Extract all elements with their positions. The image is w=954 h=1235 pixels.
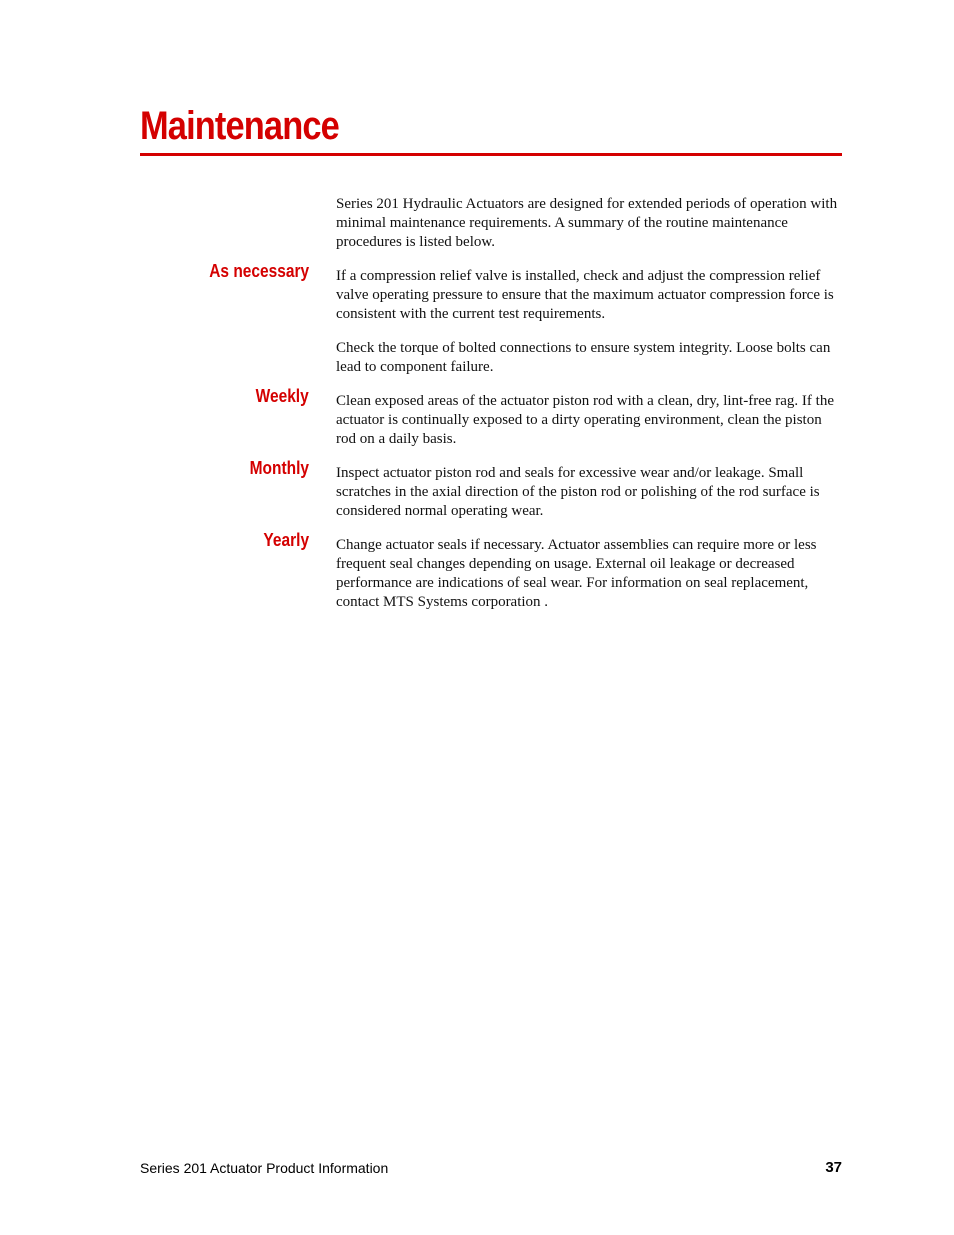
section-yearly <box>140 530 842 612</box>
section-paragraph: Clean exposed areas of the actuator piston rod with a clean, dry, lint-free rag. If the actuator is continually exposed to a dirty operating environment, clean the piston rod on a daily basis. <box>336 393 834 447</box>
page-title: Maintenance <box>140 104 339 148</box>
title-rule <box>140 153 842 156</box>
section-heading-weekly: Weekly <box>255 386 309 406</box>
section-monthly <box>140 458 842 521</box>
section-weekly <box>140 386 842 449</box>
footer-doc-title: Series 201 Actuator Product Information <box>140 1160 389 1176</box>
section-heading-monthly: Monthly <box>249 458 309 478</box>
section-as-necessary <box>140 261 842 377</box>
section-heading-yearly: Yearly <box>263 530 309 550</box>
section-paragraph: Inspect actuator piston rod and seals for excessive wear and/or leakage. Small scratches in the axial direction of the piston rod or polishing of the rod surface is considered normal operating wear. <box>336 465 820 519</box>
content-body <box>140 195 842 627</box>
intro-paragraph: Series 201 Hydraulic Actuators are designed for extended periods of operation with minimal maintenance requirements. A summary of the routine maintenance procedures is listed below. <box>336 196 838 250</box>
intro-row <box>140 195 842 252</box>
section-paragraph: Check the torque of bolted connections to ensure system integrity. Loose bolts can lead to component failure. <box>336 340 831 375</box>
section-heading-as-necessary: As necessary <box>209 261 309 281</box>
footer-page-number: 37 <box>825 1159 842 1176</box>
section-paragraph: If a compression relief valve is installed, check and adjust the compression relief valve operating pressure to ensure that the maximum actuator compression force is consistent with the current test requirements. <box>336 268 834 322</box>
section-paragraph: Change actuator seals if necessary. Actuator assemblies can require more or less frequent seal changes depending on usage. External oil leakage or decreased performance are indications of seal wear. For information on seal replacement, contact MTS Systems corporation . <box>336 537 817 610</box>
